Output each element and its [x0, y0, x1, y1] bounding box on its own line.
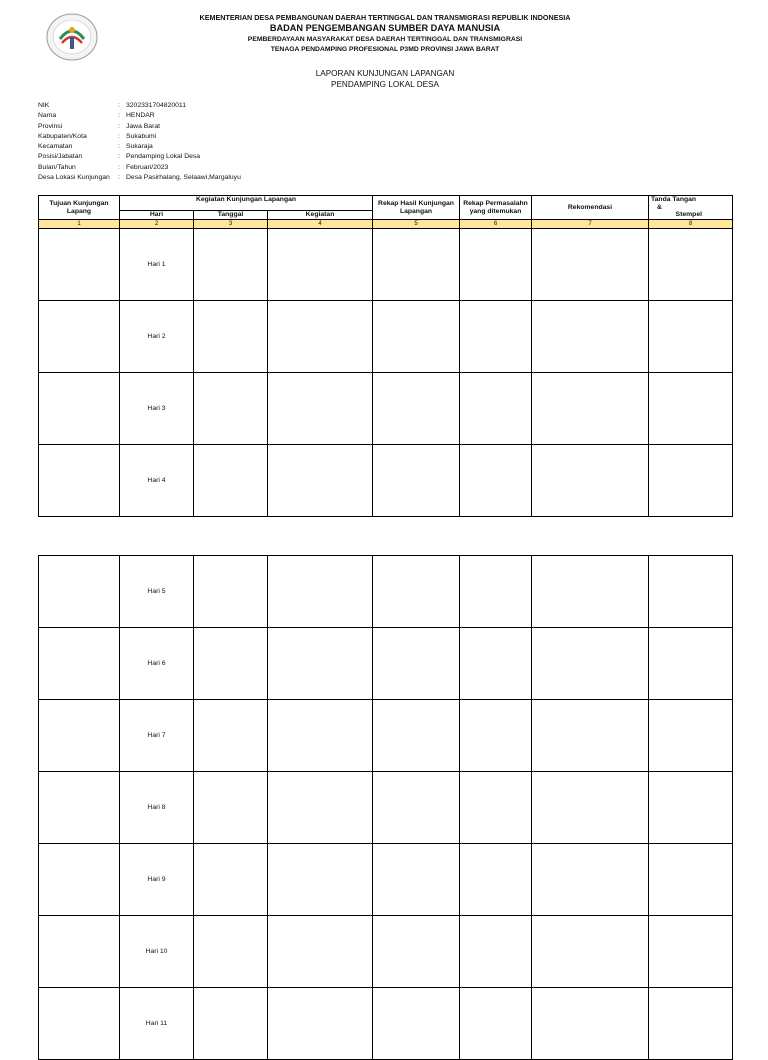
- rekap-hasil-cell[interactable]: [373, 445, 460, 517]
- info-label: Desa Lokasi Kunjungan: [38, 174, 110, 182]
- tujuan-cell[interactable]: [39, 772, 120, 844]
- info-label: Posisi/Jabatan: [38, 153, 83, 161]
- rekomendasi-cell[interactable]: [532, 373, 649, 445]
- rekap-hasil-cell[interactable]: [373, 373, 460, 445]
- table-row: [39, 772, 733, 844]
- rekap-masalah-cell[interactable]: [460, 628, 532, 700]
- header-tanda-tangan: [649, 196, 733, 220]
- rekomendasi-cell[interactable]: [532, 772, 649, 844]
- tanggal-cell[interactable]: [194, 373, 268, 445]
- info-label: Kecamatan: [38, 143, 73, 151]
- rekomendasi-cell[interactable]: [532, 700, 649, 772]
- header-tanggal: Tanggal: [194, 211, 268, 220]
- info-value: Pendamping Lokal Desa: [126, 153, 201, 161]
- rekap-hasil-cell[interactable]: [373, 772, 460, 844]
- rekap-hasil-cell[interactable]: [373, 844, 460, 916]
- info-value: HENDAR: [126, 112, 155, 120]
- col-number: 6: [460, 220, 532, 229]
- visit-table-page-1: [38, 195, 733, 517]
- agency-name: BADAN PENGEMBANGAN SUMBER DAYA MANUSIA: [269, 23, 501, 33]
- info-label: Kabupaten/Kota: [38, 132, 87, 140]
- ttd-cell[interactable]: [649, 229, 733, 301]
- rekap-hasil-cell[interactable]: [373, 628, 460, 700]
- hari-cell: Hari 3: [120, 373, 194, 445]
- tanggal-cell[interactable]: [194, 445, 268, 517]
- col-number: 7: [532, 220, 649, 229]
- ttd-cell[interactable]: [649, 916, 733, 988]
- info-value: Sukabumi: [126, 132, 157, 140]
- hari-cell: Hari 4: [120, 445, 194, 517]
- column-number-row: [39, 220, 733, 229]
- info-label: NIK: [38, 102, 50, 109]
- report-title: LAPORAN KUNJUNGAN LAPANGAN: [315, 69, 455, 78]
- hari-cell: Hari 6: [120, 628, 194, 700]
- kegiatan-cell[interactable]: [268, 301, 373, 373]
- kegiatan-cell[interactable]: [268, 700, 373, 772]
- info-label: Nama: [38, 112, 57, 120]
- col-number: 8: [649, 220, 733, 229]
- info-value: 3202331704820011: [126, 102, 186, 109]
- table-row: [39, 445, 733, 517]
- rekap-masalah-cell[interactable]: [460, 229, 532, 301]
- hari-cell: Hari 5: [120, 556, 194, 628]
- ttd-line-1: Tanda Tangan: [651, 196, 697, 203]
- header-kegiatan-group: Kegiatan Kunjungan Lapangan: [120, 196, 373, 211]
- info-row-nama: Nama : HENDAR: [38, 111, 241, 121]
- tanggal-cell[interactable]: [194, 844, 268, 916]
- ttd-line-2: &: [657, 203, 662, 211]
- rekomendasi-cell[interactable]: [532, 229, 649, 301]
- hari-cell: Hari 8: [120, 772, 194, 844]
- tanggal-cell[interactable]: [194, 628, 268, 700]
- ttd-cell[interactable]: [649, 700, 733, 772]
- tujuan-cell[interactable]: [39, 700, 120, 772]
- kegiatan-cell[interactable]: [268, 628, 373, 700]
- identity-info: [38, 101, 241, 183]
- info-row-jabatan: Posisi/Jabatan : Pendamping Lokal Desa: [38, 152, 241, 162]
- table-row: [39, 700, 733, 772]
- info-row-desa: Desa Lokasi Kunjungan : Desa Pasirhalang, Selaawi,Margaluyu: [38, 173, 241, 183]
- ttd-cell[interactable]: [649, 844, 733, 916]
- ttd-cell[interactable]: [649, 445, 733, 517]
- col-number: 5: [373, 220, 460, 229]
- rekap-hasil-cell[interactable]: [373, 700, 460, 772]
- rekap-masalah-cell[interactable]: [460, 772, 532, 844]
- kegiatan-cell[interactable]: [268, 844, 373, 916]
- rekap-masalah-cell[interactable]: [460, 844, 532, 916]
- tujuan-cell[interactable]: [39, 628, 120, 700]
- tujuan-cell[interactable]: [39, 301, 120, 373]
- rekap-hasil-cell[interactable]: [373, 556, 460, 628]
- hari-cell: Hari 2: [120, 301, 194, 373]
- ttd-cell[interactable]: [649, 628, 733, 700]
- tujuan-cell[interactable]: [39, 229, 120, 301]
- tanggal-cell[interactable]: [194, 301, 268, 373]
- tujuan-cell[interactable]: [39, 556, 120, 628]
- col-number: 2: [120, 220, 194, 229]
- rekap-masalah-cell[interactable]: [460, 445, 532, 517]
- tanggal-cell[interactable]: [194, 556, 268, 628]
- tanggal-cell[interactable]: [194, 772, 268, 844]
- kegiatan-cell[interactable]: [268, 229, 373, 301]
- ttd-cell[interactable]: [649, 556, 733, 628]
- ttd-line-3: Stempel: [675, 211, 702, 218]
- hari-cell: Hari 9: [120, 844, 194, 916]
- info-value: Sukaraja: [126, 143, 153, 151]
- info-label: Provinsi: [38, 122, 63, 130]
- rekap-hasil-cell[interactable]: [373, 229, 460, 301]
- tanggal-cell[interactable]: [194, 916, 268, 988]
- kegiatan-cell[interactable]: [268, 445, 373, 517]
- header-rekap-hasil: Rekap Hasil Kunjungan Lapangan: [373, 196, 460, 220]
- table-row: [39, 229, 733, 301]
- hari-cell: Hari 11: [120, 988, 194, 1060]
- hari-cell: Hari 7: [120, 700, 194, 772]
- table-row: [39, 844, 733, 916]
- rekomendasi-cell[interactable]: [532, 844, 649, 916]
- info-value: Desa Pasirhalang, Selaawi,Margaluyu: [126, 174, 241, 182]
- info-row-kecamatan: Kecamatan : Sukaraja: [38, 142, 241, 152]
- table-row: [39, 916, 733, 988]
- rekomendasi-cell[interactable]: [532, 556, 649, 628]
- header-hari: Hari: [120, 211, 194, 220]
- division-name: PEMBERDAYAAN MASYARAKAT DESA DAERAH TERTINGGAL DAN TRANSMIGRASI: [247, 36, 523, 43]
- rekomendasi-cell[interactable]: [532, 301, 649, 373]
- ministry-logo: [46, 13, 98, 61]
- rekap-masalah-cell[interactable]: [460, 301, 532, 373]
- kegiatan-cell[interactable]: [268, 916, 373, 988]
- rekap-masalah-cell[interactable]: [460, 556, 532, 628]
- hari-cell: Hari 10: [120, 916, 194, 988]
- rekomendasi-cell[interactable]: [532, 445, 649, 517]
- table-row: [39, 628, 733, 700]
- info-label: Bulan/Tahun: [38, 163, 76, 171]
- visit-table-page-2: [38, 555, 733, 1060]
- info-value: Februari/2023: [126, 163, 169, 171]
- ttd-cell[interactable]: [649, 373, 733, 445]
- tanggal-cell[interactable]: [194, 700, 268, 772]
- kegiatan-cell[interactable]: [268, 556, 373, 628]
- rekomendasi-cell[interactable]: [532, 916, 649, 988]
- col-number: 3: [194, 220, 268, 229]
- header-kegiatan: Kegiatan: [268, 211, 373, 220]
- ministry-name: KEMENTERIAN DESA PEMBANGUNAN DAERAH TERTINGGAL DAN TRANSMIGRASI REPUBLIK INDONESIA: [199, 13, 571, 22]
- report-subtitle: PENDAMPING LOKAL DESA: [331, 80, 439, 89]
- tujuan-cell[interactable]: [39, 445, 120, 517]
- rekomendasi-cell[interactable]: [532, 628, 649, 700]
- ttd-cell[interactable]: [649, 301, 733, 373]
- info-row-nik: NIK : 3202331704820011: [38, 101, 241, 111]
- table-row: [39, 301, 733, 373]
- header-rekomendasi: Rekomendasi: [532, 196, 649, 220]
- tujuan-cell[interactable]: [39, 916, 120, 988]
- rekap-masalah-cell[interactable]: [460, 916, 532, 988]
- rekap-hasil-cell[interactable]: [373, 916, 460, 988]
- info-row-provinsi: Provinsi : Jawa Barat: [38, 122, 241, 132]
- kegiatan-cell[interactable]: [268, 373, 373, 445]
- table-row: [39, 373, 733, 445]
- table-row: [39, 556, 733, 628]
- rekap-hasil-cell[interactable]: [373, 301, 460, 373]
- col-number: 4: [268, 220, 373, 229]
- col-number: 1: [39, 220, 120, 229]
- rekap-masalah-cell[interactable]: [460, 373, 532, 445]
- ttd-cell[interactable]: [649, 772, 733, 844]
- header-rekap-masalah: Rekap Permasalahn yang ditemukan: [460, 196, 532, 220]
- hari-cell: Hari 1: [120, 229, 194, 301]
- kegiatan-cell[interactable]: [268, 772, 373, 844]
- info-row-bulan: Bulan/Tahun : Februari/2023: [38, 163, 241, 173]
- header-tujuan: Tujuan Kunjungan Lapang: [39, 196, 120, 220]
- info-row-kabupaten: Kabupaten/Kota : Sukabumi: [38, 132, 241, 142]
- info-value: Jawa Barat: [126, 122, 161, 130]
- tujuan-cell[interactable]: [39, 844, 120, 916]
- rekap-masalah-cell[interactable]: [460, 700, 532, 772]
- program-name: TENAGA PENDAMPING PROFESIONAL P3MD PROVINSI JAWA BARAT: [270, 46, 500, 53]
- tanggal-cell[interactable]: [194, 229, 268, 301]
- tujuan-cell[interactable]: [39, 373, 120, 445]
